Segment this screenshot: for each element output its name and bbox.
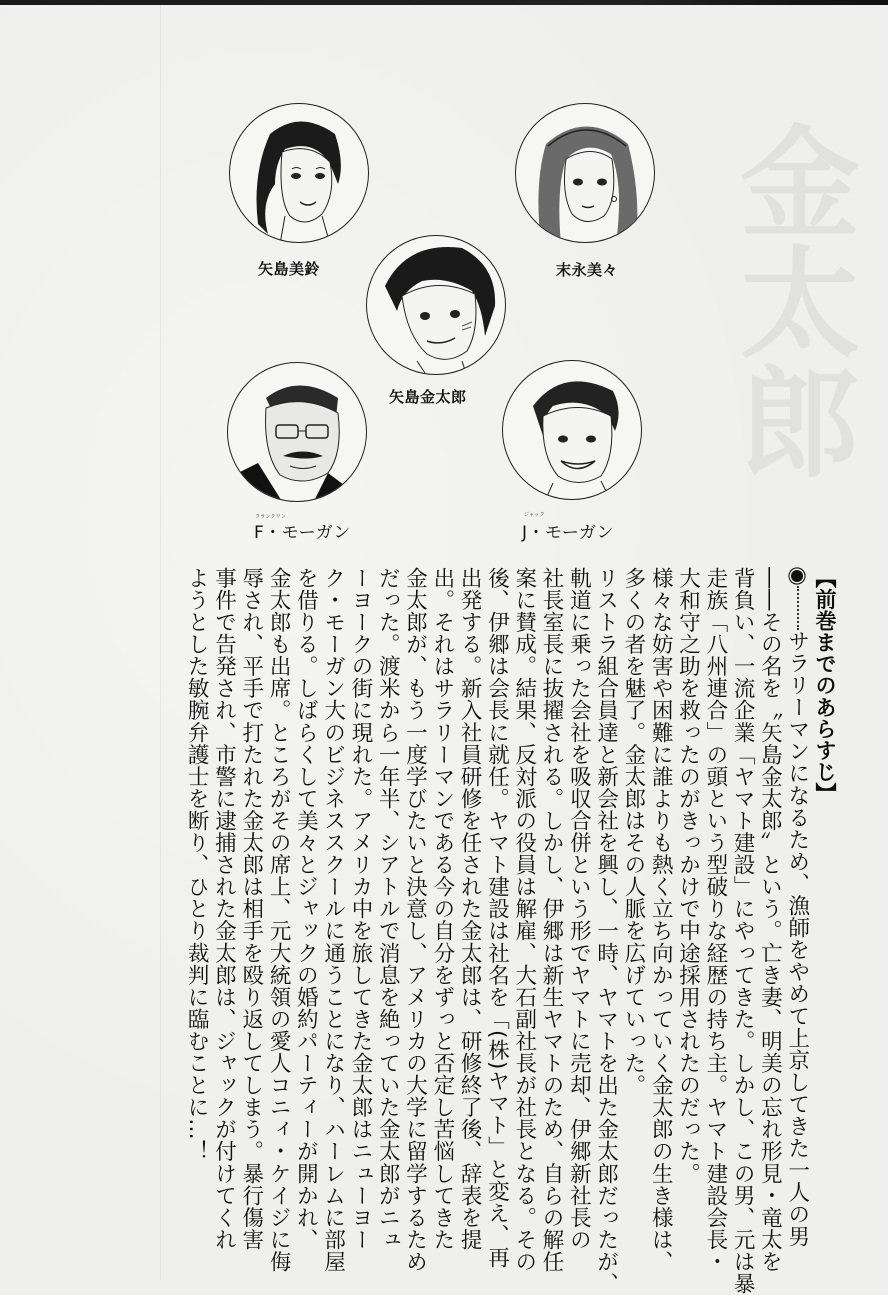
synopsis-line: 後、伊郷は会長に就任。ヤマト建設は社名を「(株)ヤマト」と変え、再	[484, 567, 510, 1269]
synopsis-line: 大和守之助を救ったのがきっかけで中途採用されたのだった。	[675, 567, 701, 1185]
portrait-misuzu	[229, 103, 369, 243]
synopsis-line: 事件で告発され、市警に逮捕された金太郎は、ジャックが付けてくれ	[211, 567, 237, 1251]
synopsis-line: 背負い、一流企業「ヤマト建設」にやってきた。しかし、この男、元は暴	[730, 567, 756, 1295]
synopsis-line: リストラ組合員達と新会社を興し、一時、ヤマトを出た金太郎だったが、	[593, 567, 619, 1295]
portrait-kintaro	[366, 235, 506, 375]
synopsis-line: ーヨークの街に現れた。アメリカ中を旅してきた金太郎はニューヨー	[347, 567, 373, 1251]
background-watermark: 金太郎	[720, 120, 861, 480]
character-name-j-morgan: J・モーガン	[522, 523, 614, 543]
woman-face-icon	[230, 104, 369, 243]
synopsis-line: だった。渡米から一年半、シアトルで消息を絶っていた金太郎がニュ	[375, 567, 401, 1251]
synopsis-line: 金太郎が、もう一度学びたいと決意し、アメリカの大学に留学するため	[402, 567, 428, 1273]
woman-long-hair-icon	[516, 104, 655, 243]
synopsis-line: 案に賛成。結果、反対派の役員は解雇、大石副社長が社長となる。その	[511, 567, 537, 1273]
portrait-frame	[502, 360, 642, 500]
character-ruby-j-morgan: ジャック	[524, 512, 545, 518]
synopsis-lead: サラリーマンになるため、漁師をやめて上京してきた一人の男	[784, 630, 810, 1248]
portrait-f-morgan	[227, 362, 367, 502]
synopsis-line: 様々な妨害や困難に誰よりも熱く立ち向かっていく金太郎の生き様は、	[648, 567, 674, 1273]
character-name-kintaro: 矢島金太郎	[389, 388, 467, 406]
portrait-frame	[227, 362, 367, 502]
synopsis-line: 社長室長に抜擢される。しかし、伊郷は新生ヤマトのため、自らの解任	[539, 567, 565, 1273]
synopsis-line: 出。それはサラリーマンである今の自分をずっと否定し苦悩してきた	[429, 567, 455, 1251]
older-man-glasses-icon	[228, 363, 367, 502]
synopsis-line: 多くの者を魅了。金太郎はその人脈を広げていった。	[620, 567, 646, 1097]
portrait-frame	[366, 235, 506, 375]
top-scan-edge	[0, 0, 888, 5]
synopsis-line: 軌道に乗った会社を吸収合併という形でヤマトに売却、伊郷新社長の	[566, 567, 592, 1251]
young-man-smiling-icon	[503, 361, 642, 500]
portrait-j-morgan	[502, 360, 642, 500]
synopsis-line: 金太郎も出席。ところがその席上、元大統領の愛人コニィ・ケイジに侮	[266, 567, 292, 1273]
synopsis-line: ようとした敏腕弁護士を断り、ひとり裁判に臨むことに…！	[184, 567, 210, 1163]
synopsis-text-block	[38, 567, 838, 1295]
man-face-icon	[367, 236, 506, 375]
character-name-mimi: 末永美々	[556, 261, 619, 279]
character-name-f-morgan: F・モーガン	[254, 523, 351, 543]
synopsis-line: を借りる。しばらくして美々とジャックの婚約パーティーが開かれ、	[293, 567, 319, 1251]
synopsis-lead-line	[783, 567, 810, 1248]
synopsis-line: 出発する。新入社員研修を任された金太郎は、研修終了後、辞表を提	[457, 567, 483, 1251]
synopsis-line: ――その名を〝矢島金太郎〟という。亡き妻、明美の忘れ形見・竜太を	[757, 567, 783, 1273]
synopsis-line: 辱され、平手で打たれた金太郎は相手を殴り返してしまう。暴行傷害	[238, 567, 264, 1251]
portrait-frame	[229, 103, 369, 243]
character-name-misuzu: 矢島美鈴	[258, 260, 321, 278]
portrait-mimi	[515, 103, 655, 243]
synopsis-line: ク・モーガン大のビジネススクールに通うことになり、ハーレムに部屋	[320, 567, 346, 1273]
portrait-frame	[515, 103, 655, 243]
synopsis-heading: 【前巻までのあらすじ】	[813, 567, 837, 805]
bullet-icon	[791, 570, 803, 582]
character-ruby-f-morgan: フランクリン	[255, 514, 287, 520]
dotted-leader	[795, 586, 799, 630]
synopsis-line: 走族「八州連合」の頭という型破りな経歴の持ち主。ヤマト建設会長・	[702, 567, 728, 1273]
